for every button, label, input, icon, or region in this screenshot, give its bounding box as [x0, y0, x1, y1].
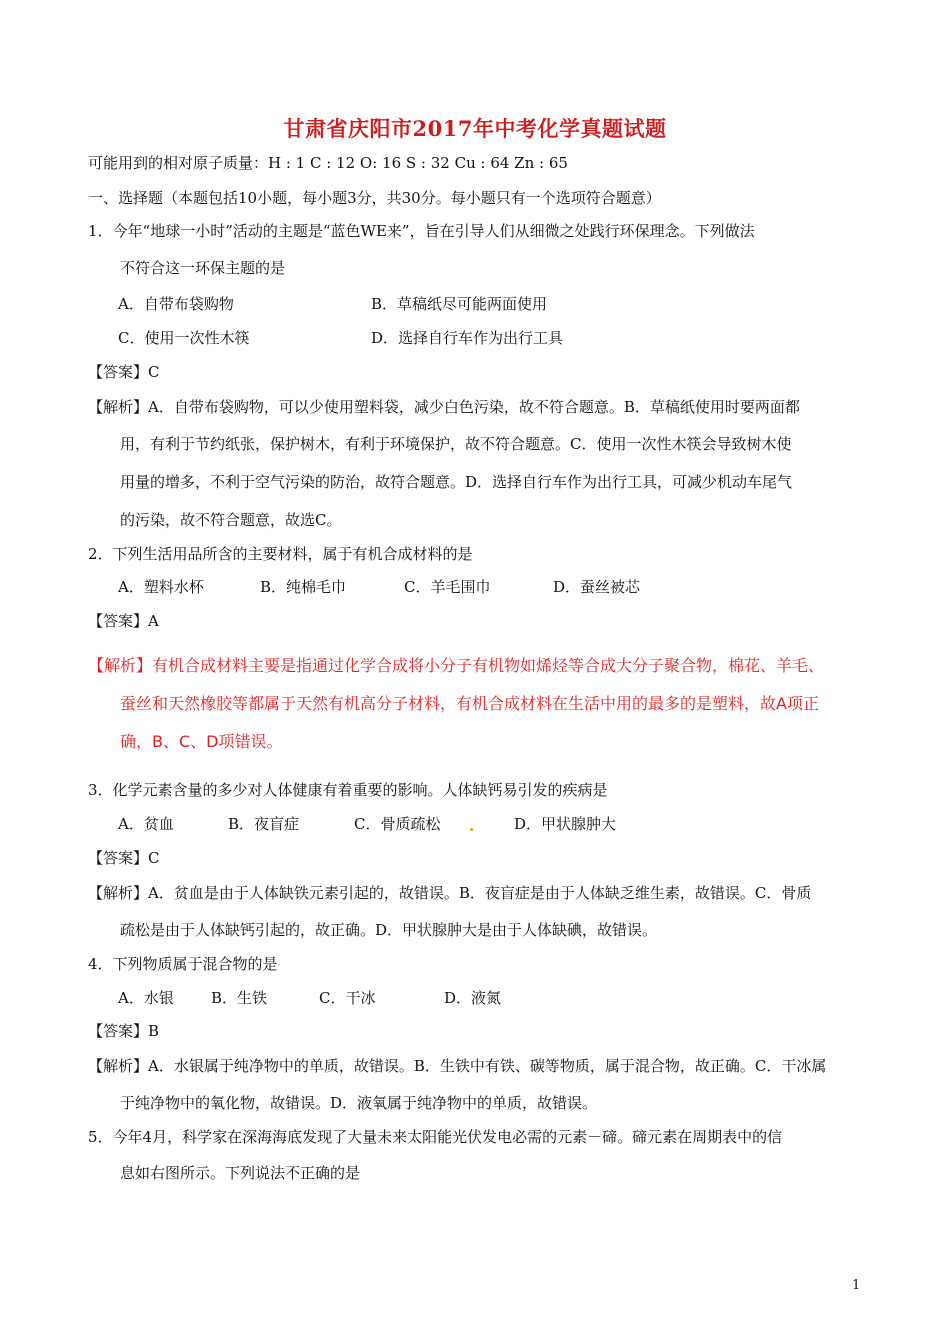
- question-3-analysis-line: 【解析】A．贫血是由于人体缺铁元素引起的，故错误。B．夜盲症是由于人体缺乏维生素，故错误。C．骨质: [88, 884, 812, 902]
- question-4-stem: 4．下列物质属于混合物的是: [88, 955, 278, 973]
- option-a: A．水银: [118, 989, 174, 1007]
- question-5-stem-cont: 息如右图所示。下列说法不正确的是: [120, 1164, 361, 1182]
- question-4-analysis-line: 于纯净物中的氧化物，故错误。D．液氧属于纯净物中的单质，故错误。: [120, 1094, 598, 1112]
- question-1-answer: 【答案】C: [88, 363, 160, 381]
- option-c: C．使用一次性木筷: [118, 329, 250, 347]
- option-c: C．骨质疏松: [354, 815, 441, 833]
- question-4-analysis-line: 【解析】A．水银属于纯净物中的单质，故错误。B．生铁中有铁、碳等物质，属于混合物，故正确。C．干冰属: [88, 1057, 827, 1075]
- option-d: D．蚕丝被芯: [553, 578, 641, 596]
- page-title: 甘肃省庆阳市2017年中考化学真题试题: [283, 116, 667, 141]
- question-2-options: [118, 577, 818, 597]
- atomic-mass-line: 可能用到的相对原子质量：H : 1 C : 12 O: 16 S : 32 Cu : 64 Zn : 65: [88, 154, 568, 172]
- question-1-options-row1: [118, 294, 818, 314]
- question-3-options: [118, 814, 818, 834]
- question-3-stem: 3．化学元素含量的多少对人体健康有着重要的影响。人体缺钙易引发的疾病是: [88, 781, 608, 799]
- question-2-analysis-line: 确，B、C、D项错误。: [120, 732, 283, 751]
- option-c: C．干冰: [319, 989, 376, 1007]
- option-d: D．选择自行车作为出行工具: [371, 329, 564, 347]
- question-2-stem: 2．下列生活用品所含的主要材料，属于有机合成材料的是: [88, 545, 473, 563]
- question-1-analysis-line: 的污染，故不符合题意，故选C。: [120, 511, 342, 529]
- option-d: D．甲状腺肿大: [514, 815, 617, 833]
- option-c: C．羊毛围巾: [404, 578, 491, 596]
- question-2-answer: 【答案】A: [88, 612, 159, 630]
- option-b: B．生铁: [211, 989, 268, 1007]
- question-2-analysis-line: 蚕丝和天然橡胶等都属于天然有机高分子材料，有机合成材料在生活中用的最多的是塑料，故A项正: [120, 694, 819, 713]
- option-b: B．草稿纸尽可能两面使用: [371, 295, 548, 313]
- question-3-analysis-line: 疏松是由于人体缺钙引起的，故正确。D．甲状腺肿大是由于人体缺碘，故错误。: [120, 921, 658, 939]
- option-b: B．夜盲症: [228, 815, 300, 833]
- option-d: D．液氮: [444, 989, 502, 1007]
- question-4-options: [118, 988, 818, 1008]
- page-number: 1: [852, 1278, 861, 1293]
- question-1-analysis-line: 用量的增多，不利于空气污染的防治，故符合题意。D．选择自行车作为出行工具，可减少机动车尾气: [120, 473, 793, 491]
- option-a: A．塑料水杯: [118, 578, 204, 596]
- option-a: A．自带布袋购物: [118, 295, 234, 313]
- question-2-analysis-line: 【解析】有机合成材料主要是指通过化学合成将小分子有机物如烯烃等合成大分子聚合物，棉花、羊毛、: [88, 656, 825, 675]
- question-1-stem: 1．今年“地球一小时”活动的主题是“蓝色WE来”，旨在引导人们从细微之处践行环保理念。下列做法: [88, 222, 755, 240]
- question-1-options-row2: [118, 328, 818, 348]
- stray-mark: [470, 828, 473, 831]
- question-4-answer: 【答案】B: [88, 1022, 160, 1040]
- question-3-answer: 【答案】C: [88, 849, 160, 867]
- option-a: A．贫血: [118, 815, 174, 833]
- option-b: B．纯棉毛巾: [260, 578, 347, 596]
- question-5-stem: 5．今年4月，科学家在深海海底发现了大量未来太阳能光伏发电必需的元素－碲。碲元素在周期表中的信: [88, 1128, 783, 1146]
- section-heading: 一、选择题（本题包括10小题，每小题3分，共30分。每小题只有一个选项符合题意）: [88, 189, 661, 207]
- question-1-analysis-line: 用，有利于节约纸张，保护树木，有利于环境保护，故不符合题意。C．使用一次性木筷会导致树木使: [120, 435, 792, 453]
- question-1-stem-cont: 不符合这一环保主题的是: [120, 259, 286, 277]
- question-1-analysis-line: 【解析】A．自带布袋购物，可以少使用塑料袋，减少白色污染，故不符合题意。B．草稿纸使用时要两面都: [88, 398, 800, 416]
